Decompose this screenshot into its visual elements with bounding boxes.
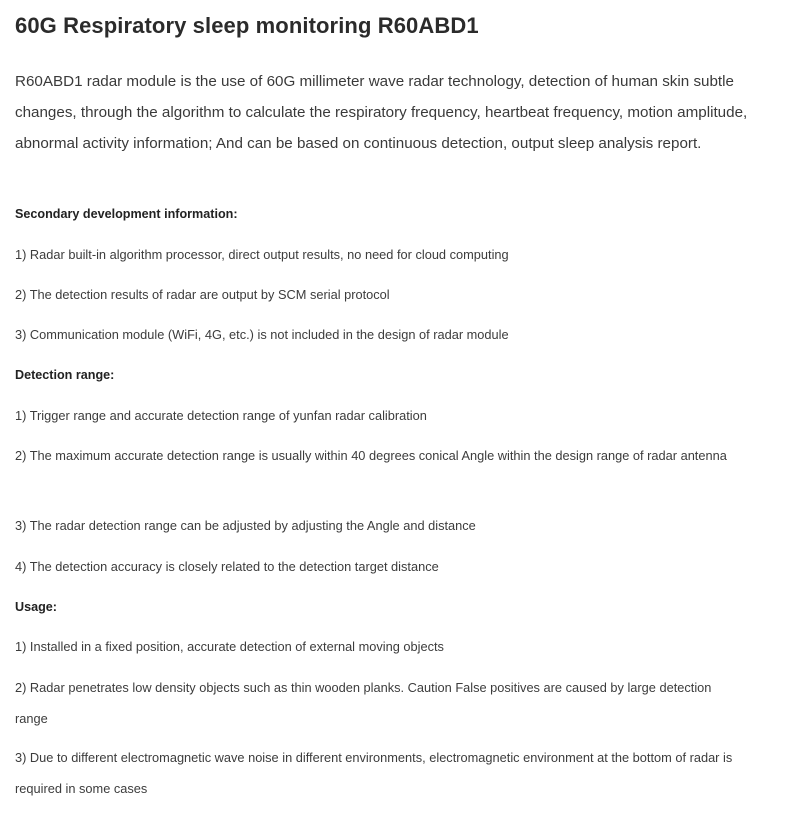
list-item: 1) Trigger range and accurate detection range of yunfan radar calibration bbox=[15, 408, 427, 423]
section-heading-detection-range: Detection range: bbox=[15, 368, 115, 382]
list-item: 2) The maximum accurate detection range is usually within 40 degrees conical Angle within the design range of radar antenna bbox=[15, 448, 727, 463]
section-heading-secondary-development: Secondary development information: bbox=[15, 207, 238, 221]
intro-paragraph: R60ABD1 radar module is the use of 60G millimeter wave radar technology, detection of human skin subtle changes, through the algorithm to calculate the respiratory frequency, heartbeat frequency, motion amplitude, abnormal activity information; And can be based on continuous detection, output sleep analysis report. bbox=[15, 73, 748, 152]
list-item: 4) The detection accuracy is closely related to the detection target distance bbox=[15, 559, 439, 574]
list-item: 3) The radar detection range can be adjusted by adjusting the Angle and distance bbox=[15, 518, 476, 533]
list-item: 1) Radar built-in algorithm processor, direct output results, no need for cloud computing bbox=[15, 247, 509, 262]
page-title: 60G Respiratory sleep monitoring R60ABD1 bbox=[15, 13, 479, 38]
list-item: 1) Installed in a fixed position, accurate detection of external moving objects bbox=[15, 639, 444, 654]
section-heading-usage: Usage: bbox=[15, 600, 57, 614]
list-item: 3) Communication module (WiFi, 4G, etc.) is not included in the design of radar module bbox=[15, 327, 509, 342]
list-item: 3) Due to different electromagnetic wave noise in different environments, electromagnetic environment at the bottom of radar is required in some cases bbox=[15, 750, 733, 796]
list-item: 2) The detection results of radar are output by SCM serial protocol bbox=[15, 287, 390, 302]
list-item: 2) Radar penetrates low density objects such as thin wooden planks. Caution False positives are caused by large detection range bbox=[15, 680, 712, 726]
